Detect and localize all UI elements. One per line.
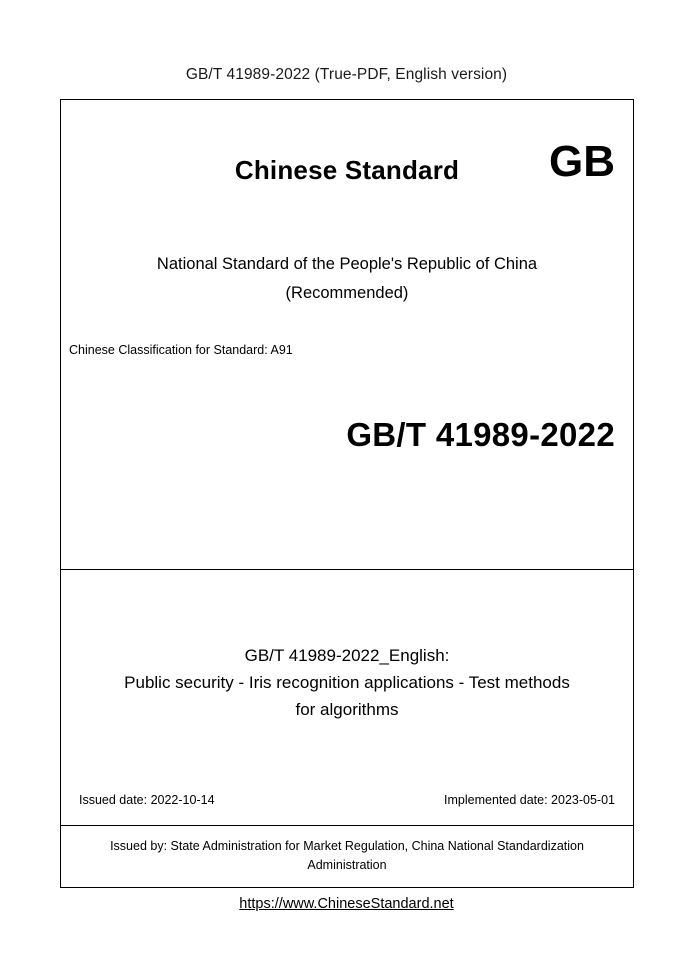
national-standard-line-2: (Recommended) [285, 283, 409, 302]
issued-date: Issued date: 2022-10-14 [79, 793, 215, 807]
english-title-line-2: Public security - Iris recognition applications - Test methods [124, 673, 570, 693]
standard-number: GB/T 41989-2022 [346, 416, 615, 453]
cover-middle-section [61, 570, 633, 826]
standard-heading: Chinese Standard [234, 155, 460, 185]
national-standard-block [61, 250, 633, 308]
english-title-block [75, 642, 619, 724]
classification-label: Chinese Classification for Standard: A91 [69, 343, 293, 357]
cover-bottom-section [61, 826, 633, 886]
footer-website-link[interactable]: https://www.ChineseStandard.net [239, 896, 454, 912]
issued-by-line-1: Issued by: State Administration for Market Regulation, China National Standardization [110, 839, 584, 854]
page-top-title: GB/T 41989-2022 (True-PDF, English version) [185, 66, 508, 83]
implemented-date: Implemented date: 2023-05-01 [444, 793, 615, 807]
national-standard-line-1: National Standard of the People's Republic of China [156, 255, 538, 273]
english-title-line-1: GB/T 41989-2022_English: [244, 646, 450, 665]
cover-top-section [61, 100, 633, 570]
cover-frame [60, 99, 634, 888]
english-title-line-3: for algorithms [295, 700, 399, 720]
gb-logo: GB [549, 137, 615, 186]
issued-by-block [61, 837, 633, 875]
issued-by-line-2: Administration [307, 858, 387, 872]
